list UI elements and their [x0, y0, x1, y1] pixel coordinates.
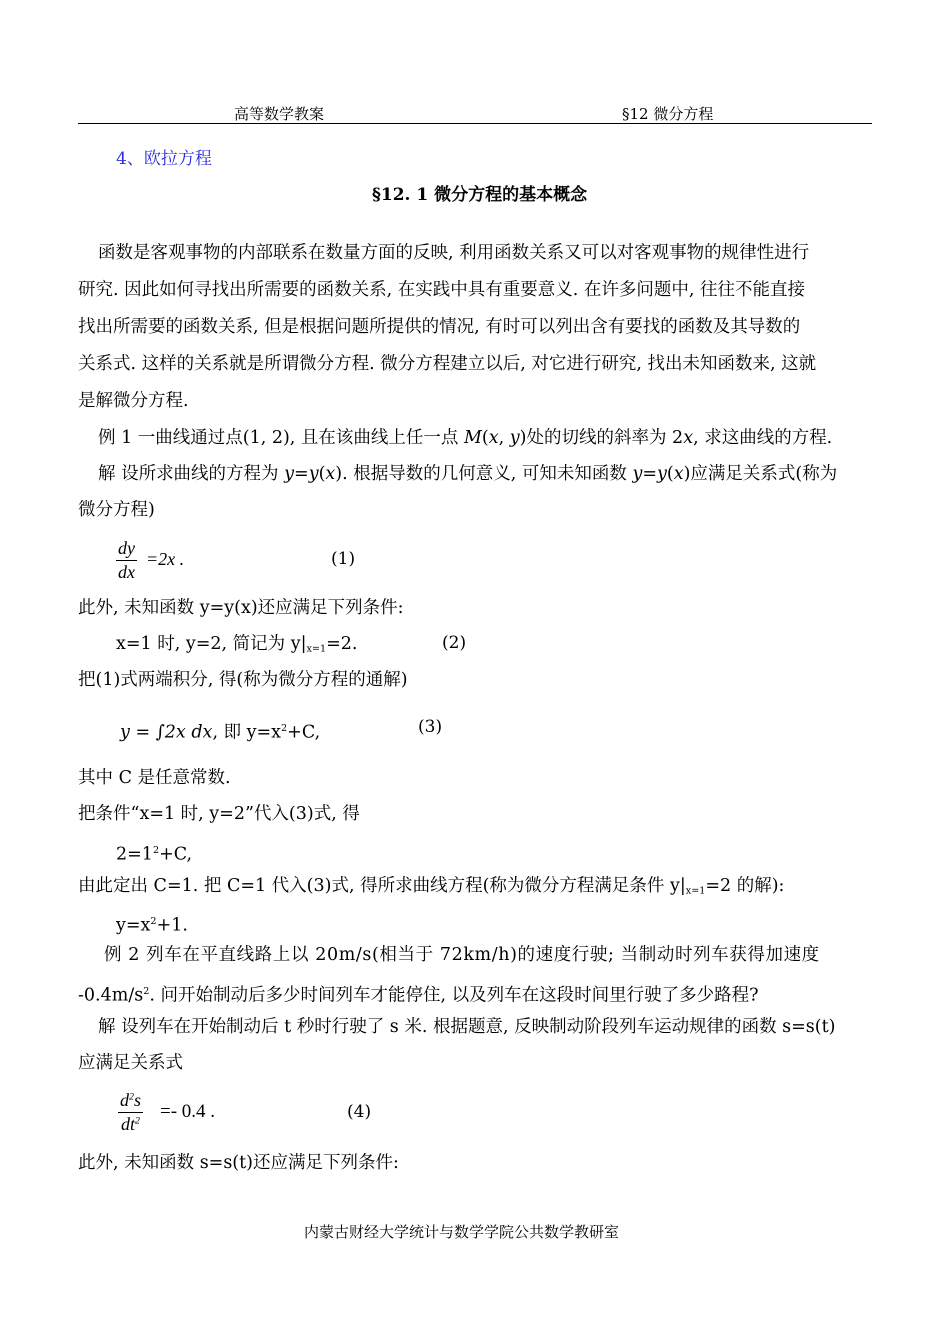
example2-line1: 例 2 列车在平直线路上以 20m/s(相当于 72km/h)的速度行驶; 当制动时列车获得加速度	[104, 945, 820, 965]
eq-2-equals: $2=1^2+C$,	[116, 844, 193, 865]
eq4-fraction: $\frac{d^2s}{dt^2}$	[120, 1090, 141, 1134]
condition2-line: 此外, 未知函数 s=s(t)还应满足下列条件:	[78, 1153, 399, 1173]
eq2-label: (2)	[442, 633, 467, 653]
solution-curve: $y=x^2+1$.	[116, 915, 188, 936]
eq4-rhs: =- 0.4 .	[160, 1101, 216, 1122]
condition1-line: 此外, 未知函数 y=y(x)还应满足下列条件:	[78, 598, 404, 618]
para-line: 函数是客观事物的内部联系在数量方面的反映, 利用函数关系又可以对客观事物的规律性进行	[98, 243, 810, 263]
para-line: 找出所需要的函数关系, 但是根据问题所提供的情况, 有时可以列出含有要找的函数及其导数的	[78, 317, 801, 337]
determine-line: 由此定出 C=1. 把 C=1 代入(3)式, 得所求曲线方程(称为微分方程满足条件 $y|_{x=1}=2$ 的解):	[78, 876, 785, 897]
header-rule	[78, 123, 872, 124]
header-right: §12 微分方程	[622, 105, 714, 123]
eq1-rhs: =2x .	[146, 549, 185, 569]
para-line: 研究. 因此如何寻找出所需要的函数关系, 在实践中具有重要意义. 在许多问题中, 往往不能直接	[78, 280, 805, 300]
eq4-label: (4)	[347, 1102, 372, 1122]
section-title: §12. 1 微分方程的基本概念	[372, 185, 588, 205]
substitute-line: 把条件“x=1 时, y=2”代入(3)式, 得	[78, 804, 360, 824]
eq3: y = ∫2x dx, 即 $y=x^2+C$,	[120, 722, 321, 743]
example2-line2: $-0.4m/s^2$. 问开始制动后多少时间列车才能停住, 以及列车在这段时间里行驶了多少路程?	[78, 985, 759, 1006]
eq1-fraction: $\frac{dy}{dx}$	[118, 538, 135, 582]
para-line: 是解微分方程.	[78, 391, 189, 411]
constant-line: 其中 C 是任意常数.	[78, 768, 231, 788]
eq3-label: (3)	[418, 717, 443, 737]
toc-link-euler[interactable]: 4、欧拉方程	[116, 149, 212, 169]
solution2-line2: 应满足关系式	[78, 1053, 183, 1073]
solution1-line1: 解 设所求曲线的方程为 y=y(x). 根据导数的几何意义, 可知未知函数 y=y(x)应满足关系式(称为	[98, 464, 838, 484]
integrate-line: 把(1)式两端积分, 得(称为微分方程的通解)	[78, 670, 408, 690]
example1-statement: 例 1 一曲线通过点(1, 2), 且在该曲线上任一点 M(x, y)处的切线的斜率为 2x, 求这曲线的方程.	[98, 428, 833, 448]
eq2-text: x=1 时, y=2, 简记为 $y|_{x=1}=2$.	[116, 634, 358, 655]
header-left: 高等数学教案	[234, 105, 325, 123]
solution2-line1: 解 设列车在开始制动后 t 秒时行驶了 s 米. 根据题意, 反映制动阶段列车运动规律的函数 s=s(t)	[98, 1017, 836, 1037]
footer: 内蒙古财经大学统计与数学学院公共数学教研室	[304, 1223, 620, 1241]
solution1-line2: 微分方程)	[78, 500, 155, 520]
eq1-label: (1)	[331, 549, 356, 569]
para-line: 关系式. 这样的关系就是所谓微分方程. 微分方程建立以后, 对它进行研究, 找出未知函数来, 这就	[78, 354, 817, 374]
